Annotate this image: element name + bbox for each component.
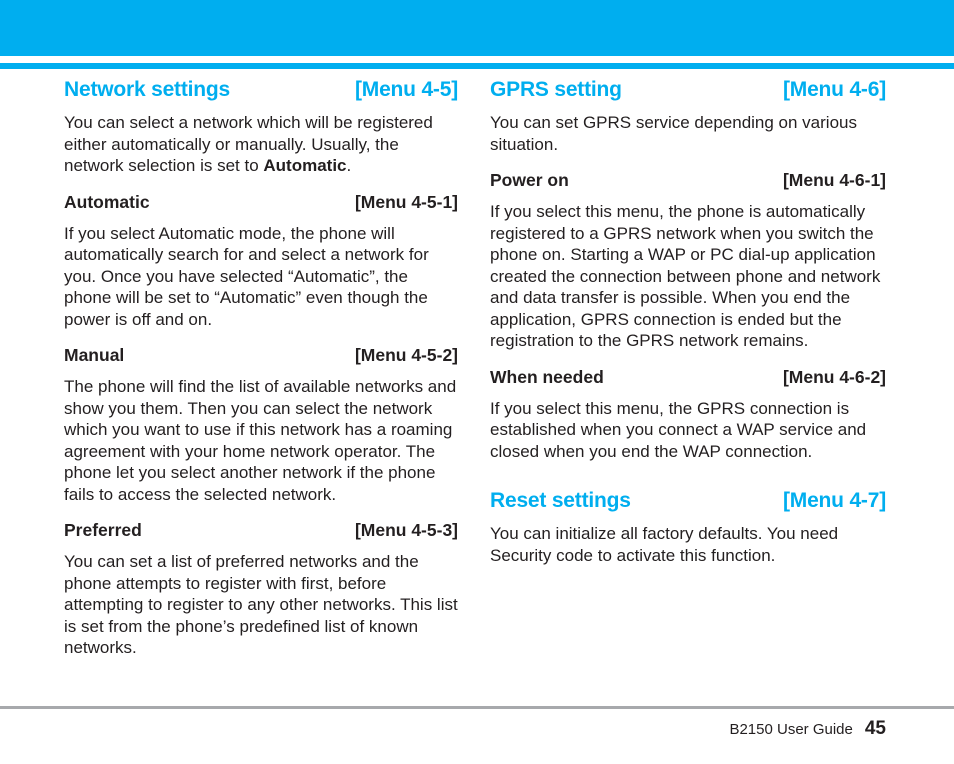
left-column	[64, 77, 458, 673]
section-title: GPRS setting	[490, 78, 622, 101]
subsection-title: When needed	[490, 366, 604, 387]
subsection-menu-ref: [Menu 4-6-2]	[782, 366, 886, 387]
page-footer	[729, 718, 886, 740]
paragraph-manual: The phone will find the list of available networks and show you them. Then you can select the network which you want to use if this network has a roaming agreement with your home network operator. The phone let you select another network if the phone fails to access the selected network.	[64, 377, 457, 504]
footer-rule	[0, 706, 954, 709]
guide-title: B2150 User Guide	[729, 721, 853, 738]
subsection-heading-power-on	[490, 169, 886, 191]
header-band	[0, 0, 954, 56]
right-column	[490, 77, 886, 580]
page-number: 45	[864, 718, 886, 739]
subsection-heading-when-needed	[490, 366, 886, 388]
subsection-menu-ref: [Menu 4-5-3]	[354, 520, 458, 540]
subsection-title: Preferred	[64, 520, 142, 540]
section-title: Reset settings	[490, 489, 631, 512]
subsection-menu-ref: [Menu 4-5-1]	[354, 191, 458, 212]
section-title: Network settings	[64, 78, 230, 101]
section-menu-ref: [Menu 4-7]	[782, 489, 886, 512]
subsection-menu-ref: [Menu 4-5-2]	[354, 345, 458, 365]
subsection-title: Power on	[490, 170, 569, 190]
section-heading-reset-settings	[490, 488, 886, 513]
bold-term: Automatic	[263, 156, 347, 175]
section-heading-gprs-setting	[490, 77, 886, 102]
paragraph-automatic: If you select Automatic mode, the phone will automatically search for and select a network for you. Once you have selected “Automatic”, the phone will be set to “Automatic” even though the power is off and on.	[64, 223, 429, 329]
subsection-heading-preferred	[64, 519, 458, 541]
section-menu-ref: [Menu 4-6]	[782, 78, 886, 101]
paragraph-when-needed: If you select this menu, the GPRS connection is established when you connect a WAP service and closed when you end the WAP connection.	[490, 398, 867, 461]
paragraph-preferred: You can set a list of preferred networks and the phone attempts to register with first, before attempting to register to any other networks. This list is set from the phone’s predefined list of known networks.	[64, 552, 458, 657]
subsection-title: Automatic	[64, 191, 150, 212]
section-menu-ref: [Menu 4-5]	[354, 78, 458, 101]
paragraph-gprs-intro: You can set GPRS service depending on various situation.	[490, 113, 857, 154]
section-heading-network-settings	[64, 77, 458, 102]
subsection-heading-manual	[64, 344, 458, 366]
subsection-title: Manual	[64, 345, 125, 365]
paragraph-power-on: If you select this menu, the phone is automatically registered to a GPRS network when you switch the phone on. Starting a WAP or PC dial-up application created the connection between phone and network and data transfer is possible. When you end the application, GPRS connection is ended but the registration to the GPRS network remains.	[490, 202, 881, 350]
subsection-menu-ref: [Menu 4-6-1]	[782, 170, 886, 190]
paragraph-reset-intro: You can initialize all factory defaults. You need Security code to activate this function.	[490, 524, 839, 565]
subsection-heading-automatic	[64, 191, 458, 213]
paragraph-network-intro: You can select a network which will be registered either automatically or manually. Usually, the network selection is set to Automatic.	[64, 113, 433, 175]
header-rule	[0, 63, 954, 69]
